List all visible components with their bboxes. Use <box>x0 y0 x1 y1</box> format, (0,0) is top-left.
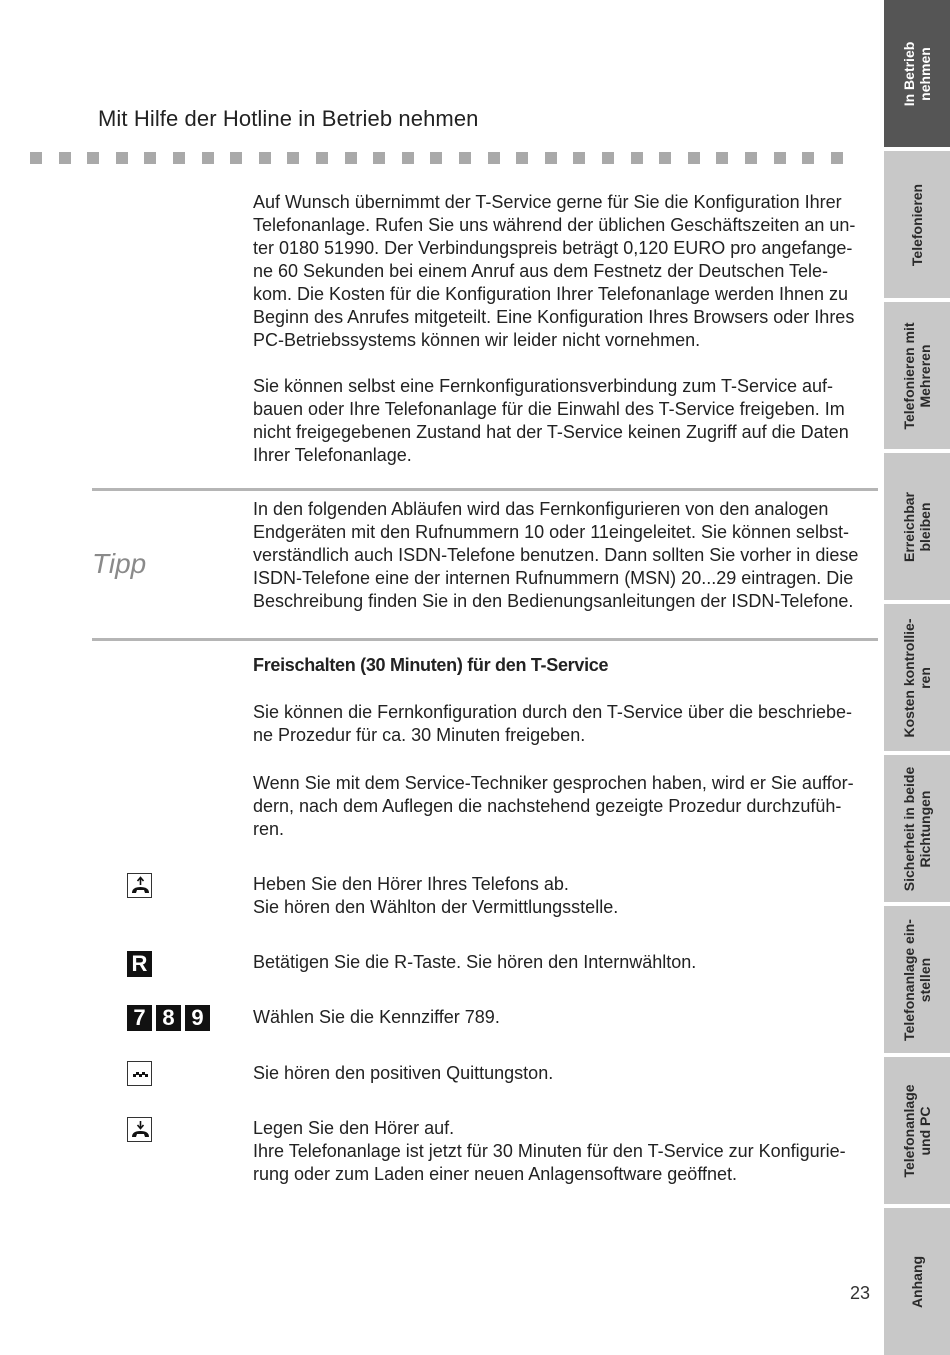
divider-square <box>316 152 328 164</box>
section-paragraph-2: Wenn Sie mit dem Service-Techniker gesprochen haben, wird er Sie auffor- dern, nach dem Auflegen die nachstehend gezeigte Prozedur durchzufüh- ren. <box>253 773 854 839</box>
handset-lift-icon <box>127 873 152 898</box>
digit-key-7-icon: 7 <box>127 1005 152 1031</box>
r-key-icon: R <box>127 951 152 977</box>
divider-square <box>87 152 99 164</box>
divider-square <box>116 152 128 164</box>
page-title: Mit Hilfe der Hotline in Betrieb nehmen <box>98 106 479 131</box>
step-3-text: Wählen Sie die Kennziffer 789. <box>253 1007 500 1027</box>
intro-paragraph-1: Auf Wunsch übernimmt der T-Service gerne für Sie die Konfiguration Ihrer Telefonanlage. Rufen Sie uns während der üblichen Geschäftszeiten an un- ter 0180 51990. Der Verbindungspreis beträgt 0,120 EURO pro angefange- ne 60 Sekunden bei einem Anruf aus dem Festnetz der Deutschen Tele- kom. Die Kosten für die Konfiguration Ihrer Telefonanlage werden Ihnen zu Beginn des Anrufes mitgeteilt. Eine Konfiguration Ihres Browsers oder Ihres PC-Betriebssystems können wir leider nicht vornehmen. <box>253 192 856 350</box>
divider-square <box>259 152 271 164</box>
divider-square <box>516 152 528 164</box>
divider-square <box>602 152 614 164</box>
divider-square <box>545 152 557 164</box>
tip-text: In den folgenden Abläufen wird das Fernkonfigurieren von den analogen Endgeräten mit den Rufnummern 10 oder 11eingeleitet. Sie können selbst- verständlich auch ISDN-Telefone benutzen. Dann sollten Sie vorher in diese ISDN-Telefone eine der internen Rufnummern (MSN) 20...29 eintragen. Die Beschreibung finden Sie in den Bedienungsanleitungen der ISDN-Telefone. <box>253 499 859 611</box>
tab-telefonieren-mit-mehreren[interactable]: Telefonieren mit Mehreren <box>884 302 950 449</box>
tab-erreichbar-bleiben[interactable]: Erreichbar bleiben <box>884 453 950 600</box>
tab-kosten-kontrollieren[interactable]: Kosten kontrollie- ren <box>884 604 950 751</box>
intro-paragraph-2: Sie können selbst eine Fernkonfigurationsverbindung zum T-Service auf- bauen oder Ihre Telefonanlage für die Einwahl des T-Service freigeben. Im nicht freigegebenen Zustand hat der T-Service keinen Zugriff auf die Daten Ihrer Telefonanlage. <box>253 376 849 465</box>
divider-square <box>373 152 385 164</box>
step-2-text: Betätigen Sie die R-Taste. Sie hören den Internwählton. <box>253 952 697 972</box>
step-4-text: Sie hören den positiven Quittungston. <box>253 1063 554 1083</box>
divider-square <box>488 152 500 164</box>
digit-key-9-icon: 9 <box>185 1005 210 1031</box>
divider-square <box>745 152 757 164</box>
divider-square <box>430 152 442 164</box>
decorative-square-divider <box>30 152 850 165</box>
divider-square <box>774 152 786 164</box>
divider-square <box>631 152 643 164</box>
divider-square <box>202 152 214 164</box>
tab-telefonanlage-und-pc[interactable]: Telefonanlage und PC <box>884 1057 950 1204</box>
handset-hangup-icon <box>127 1117 152 1142</box>
divider-square <box>459 152 471 164</box>
tip-top-rule <box>92 488 878 491</box>
digit-key-8-icon: 8 <box>156 1005 181 1031</box>
divider-square <box>688 152 700 164</box>
tab-in-betrieb-nehmen[interactable]: In Betrieb nehmen <box>884 0 950 147</box>
divider-square <box>59 152 71 164</box>
divider-square <box>345 152 357 164</box>
section-title: Freischalten (30 Minuten) für den T-Service <box>253 655 609 675</box>
divider-square <box>287 152 299 164</box>
confirmation-tone-icon <box>127 1061 152 1086</box>
divider-square <box>173 152 185 164</box>
divider-square <box>144 152 156 164</box>
tab-telefonanlage-einstellen[interactable]: Telefonanlage ein- stellen <box>884 906 950 1053</box>
divider-square <box>230 152 242 164</box>
step-5-text: Legen Sie den Hörer auf. Ihre Telefonanlage ist jetzt für 30 Minuten für den T-Service zur Konfigurie- rung oder zum Laden einer neuen Anlagensoftware geöffnet. <box>253 1118 846 1184</box>
divider-square <box>402 152 414 164</box>
step-1-text: Heben Sie den Hörer Ihres Telefons ab. Sie hören den Wählton der Vermittlungsstelle. <box>253 874 619 917</box>
divider-square <box>831 152 843 164</box>
tab-anhang[interactable]: Anhang <box>884 1208 950 1355</box>
section-paragraph-1: Sie können die Fernkonfiguration durch den T-Service über die beschriebe- ne Prozedur für ca. 30 Minuten freigeben. <box>253 702 853 745</box>
tab-telefonieren[interactable]: Telefonieren <box>884 151 950 298</box>
divider-square <box>573 152 585 164</box>
divider-square <box>659 152 671 164</box>
divider-square <box>802 152 814 164</box>
page-number: 23 <box>850 1283 871 1303</box>
divider-square <box>716 152 728 164</box>
tab-sicherheit-in-beide-richtungen[interactable]: Sicherheit in beide Richtungen <box>884 755 950 902</box>
divider-square <box>30 152 42 164</box>
tip-label: Tipp <box>92 548 147 579</box>
tip-bottom-rule <box>92 638 878 641</box>
